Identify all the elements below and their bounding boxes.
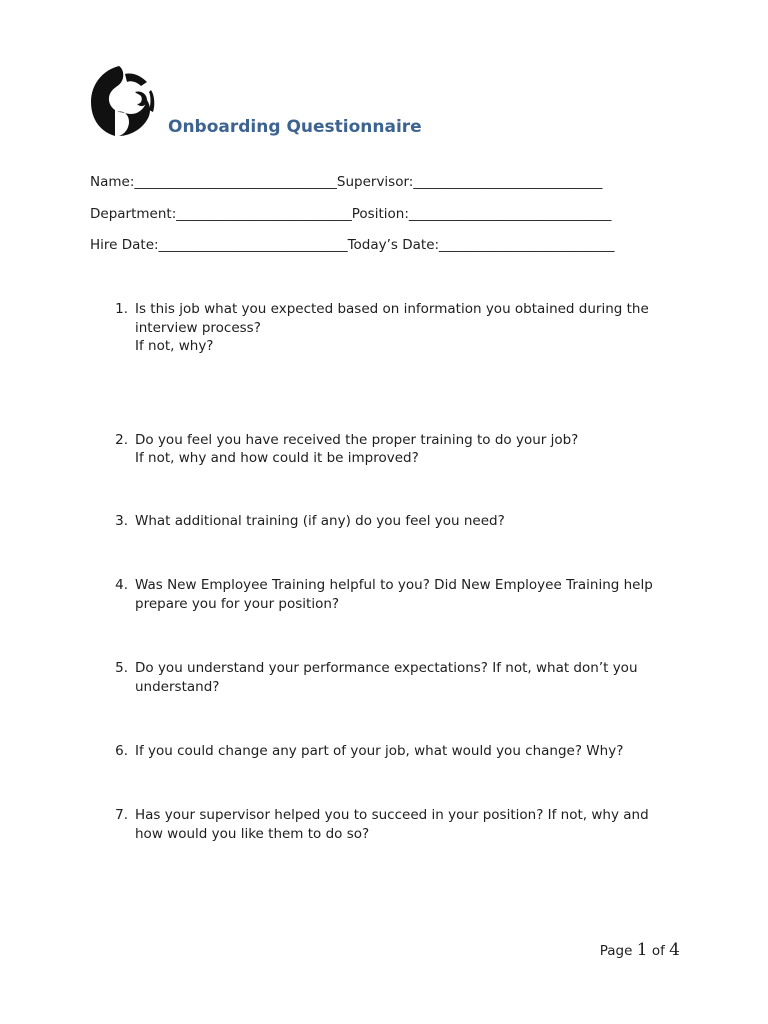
question-line: prepare you for your position? [135,596,340,612]
question-followup: If not, why? [135,338,214,354]
question-line: Is this job what you expected based on information you obtained during the [135,301,649,317]
question-number: 6. [115,743,128,759]
question-number: 4. [115,577,128,593]
question-number: 7. [115,807,128,823]
question-line: interview process? [135,320,261,336]
document-title: Onboarding Questionnaire [168,117,422,137]
current-page-number: 1 [636,940,648,960]
question-line: Do you understand your performance expectations? If not, what don’t you [135,660,638,676]
question-number: 3. [115,513,128,529]
page-label: Page [599,943,633,959]
supervisor-field[interactable]: Supervisor:____________________________ [336,174,603,190]
of-label: of [651,943,665,959]
question-text [135,431,675,467]
question-text [135,742,675,761]
question-number: 5. [115,660,128,676]
question-text [135,512,675,531]
question-line: What additional training (if any) do you feel you need? [135,513,505,529]
page-counter [600,940,680,960]
department-field[interactable]: Department:__________________________ [90,206,352,222]
question-followup: If not, why and how could it be improved? [135,450,419,466]
todays-date-field[interactable]: Today’s Date:__________________________ [347,237,615,253]
question-line: Has your supervisor helped you to succeed in your position? If not, why and [135,807,649,823]
hire-date-field[interactable]: Hire Date:____________________________ [90,237,348,253]
question-text [135,659,675,697]
question-line: Do you feel you have received the proper training to do your job? [135,432,579,448]
question-line: If you could change any part of your job, what would you change? Why? [135,743,624,759]
name-field[interactable]: Name:______________________________ [90,174,337,190]
question-number: 2. [115,432,128,448]
total-pages-number: 4 [669,940,680,960]
question-number: 1. [115,301,128,317]
question-line: how would you like them to do so? [135,826,370,842]
question-text [135,300,675,355]
question-text [135,576,675,614]
question-text [135,806,675,844]
question-line: understand? [135,679,220,695]
position-field[interactable]: Position:______________________________ [351,206,612,222]
question-line: Was New Employee Training helpful to you? Did New Employee Training help [135,577,653,593]
